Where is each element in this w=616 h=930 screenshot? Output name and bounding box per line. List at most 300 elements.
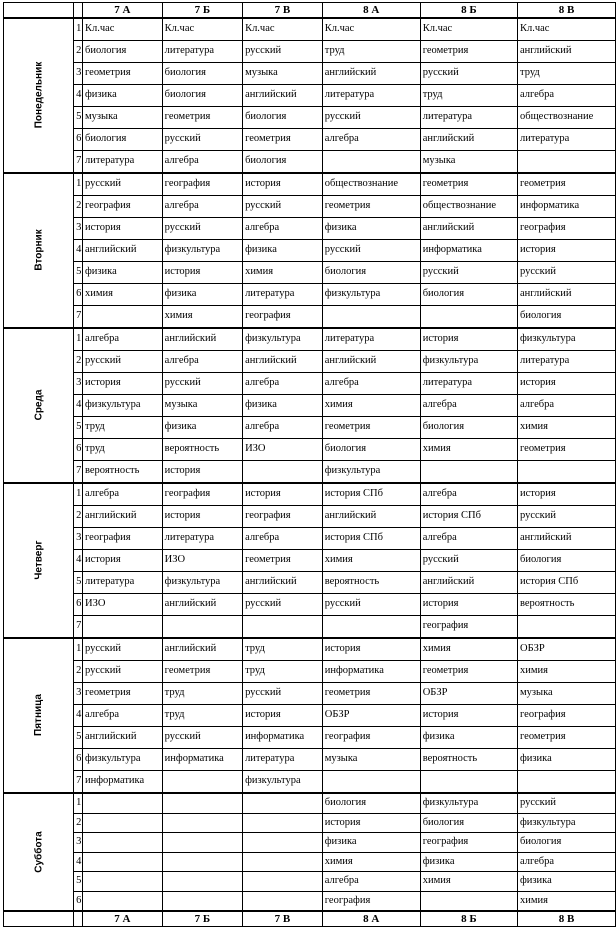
lesson-cell: физика — [162, 417, 242, 439]
lesson-cell — [82, 793, 162, 813]
lesson-cell: химия — [517, 661, 615, 683]
lesson-cell: геометрия — [243, 129, 323, 151]
lesson-cell: алгебра — [243, 528, 323, 550]
lesson-cell: ОБЗР — [322, 705, 420, 727]
lesson-cell: физкультура — [322, 284, 420, 306]
lesson-cell: география — [243, 506, 323, 528]
lesson-cell: труд — [162, 705, 242, 727]
lesson-row — [4, 749, 616, 771]
lesson-cell: обществознание — [517, 107, 615, 129]
lesson-cell: вероятность — [162, 439, 242, 461]
lesson-cell: алгебра — [517, 852, 615, 872]
lesson-number: 4 — [73, 705, 82, 727]
lesson-cell — [243, 891, 323, 911]
lesson-cell: английский — [162, 638, 242, 661]
lesson-cell: английский — [243, 85, 323, 107]
lesson-cell: литература — [243, 284, 323, 306]
lesson-cell: литература — [517, 129, 615, 151]
lesson-cell — [420, 306, 517, 329]
lesson-row — [4, 683, 616, 705]
lesson-row — [4, 328, 616, 351]
lesson-cell: история — [322, 813, 420, 833]
lesson-number: 1 — [73, 18, 82, 41]
lesson-cell: география — [322, 891, 420, 911]
lesson-cell: физкультура — [420, 793, 517, 813]
lesson-cell: литература — [82, 151, 162, 174]
lesson-cell — [162, 891, 242, 911]
lesson-cell: труд — [82, 417, 162, 439]
lesson-cell: русский — [420, 550, 517, 572]
lesson-cell: география — [162, 483, 242, 506]
day-name: Вторник — [33, 229, 45, 271]
lesson-cell: алгебра — [322, 872, 420, 892]
lesson-cell: история — [162, 506, 242, 528]
lesson-cell: алгебра — [420, 483, 517, 506]
lesson-number: 3 — [73, 528, 82, 550]
class-header: 7 А — [82, 3, 162, 19]
lesson-cell: русский — [243, 683, 323, 705]
lesson-number: 2 — [73, 506, 82, 528]
lesson-cell: химия — [420, 638, 517, 661]
lesson-cell — [322, 616, 420, 639]
lesson-cell: Кл.час — [82, 18, 162, 41]
lesson-cell: геометрия — [322, 683, 420, 705]
lesson-cell: ОБЗР — [420, 683, 517, 705]
lesson-cell: английский — [243, 572, 323, 594]
lesson-cell: история — [420, 705, 517, 727]
lesson-cell: музыка — [322, 749, 420, 771]
lesson-cell: обществознание — [420, 196, 517, 218]
lesson-row — [4, 107, 616, 129]
lesson-row — [4, 813, 616, 833]
lesson-cell: информатика — [243, 727, 323, 749]
class-header: 8 Б — [420, 3, 517, 19]
lesson-cell — [420, 891, 517, 911]
lesson-cell: алгебра — [517, 85, 615, 107]
lesson-cell: русский — [517, 506, 615, 528]
lesson-row — [4, 616, 616, 639]
lesson-cell: литература — [420, 107, 517, 129]
lesson-cell: музыка — [162, 395, 242, 417]
lesson-cell: геометрия — [517, 727, 615, 749]
lesson-cell: алгебра — [162, 151, 242, 174]
lesson-cell: физика — [322, 833, 420, 853]
lesson-number: 6 — [73, 891, 82, 911]
lesson-row — [4, 638, 616, 661]
lesson-cell — [82, 891, 162, 911]
lesson-cell: история — [517, 240, 615, 262]
lesson-cell: физика — [243, 395, 323, 417]
lesson-row — [4, 872, 616, 892]
lesson-cell: биология — [82, 129, 162, 151]
lesson-cell: труд — [420, 85, 517, 107]
lesson-cell: Кл.час — [322, 18, 420, 41]
lesson-cell: литература — [322, 328, 420, 351]
lesson-cell: география — [517, 705, 615, 727]
lesson-cell: химия — [420, 872, 517, 892]
class-header: 8 А — [322, 3, 420, 19]
lesson-number: 5 — [73, 262, 82, 284]
day-label-cell — [4, 483, 74, 638]
lesson-row — [4, 661, 616, 683]
corner-cell — [73, 911, 82, 927]
lesson-cell — [162, 813, 242, 833]
lesson-cell: физкультура — [162, 572, 242, 594]
lesson-cell: геометрия — [517, 173, 615, 196]
day-name: Среда — [33, 389, 45, 421]
lesson-cell — [517, 616, 615, 639]
lesson-cell: биология — [420, 813, 517, 833]
lesson-number: 6 — [73, 284, 82, 306]
lesson-number: 2 — [73, 196, 82, 218]
lesson-row — [4, 891, 616, 911]
lesson-cell: история — [517, 483, 615, 506]
lesson-cell — [243, 872, 323, 892]
lesson-number: 5 — [73, 417, 82, 439]
lesson-cell: география — [517, 218, 615, 240]
lesson-cell — [162, 833, 242, 853]
lesson-cell: русский — [322, 107, 420, 129]
lesson-cell: физика — [243, 240, 323, 262]
lesson-number: 4 — [73, 852, 82, 872]
schedule-page — [3, 2, 616, 927]
lesson-cell: английский — [82, 727, 162, 749]
lesson-row — [4, 18, 616, 41]
day-label-cell — [4, 793, 74, 911]
lesson-cell: физика — [322, 218, 420, 240]
lesson-number: 2 — [73, 41, 82, 63]
lesson-cell: английский — [517, 528, 615, 550]
lesson-cell — [420, 771, 517, 794]
lesson-cell: геометрия — [82, 63, 162, 85]
lesson-number: 2 — [73, 351, 82, 373]
lesson-number: 7 — [73, 461, 82, 484]
lesson-cell: физика — [162, 284, 242, 306]
lesson-cell: вероятность — [322, 572, 420, 594]
lesson-number: 6 — [73, 749, 82, 771]
lesson-cell: физкультура — [243, 328, 323, 351]
lesson-cell: биология — [517, 833, 615, 853]
lesson-number: 7 — [73, 771, 82, 794]
lesson-row — [4, 196, 616, 218]
lesson-cell: английский — [162, 594, 242, 616]
lesson-cell: история СПб — [322, 528, 420, 550]
lesson-cell: геометрия — [82, 683, 162, 705]
lesson-cell: биология — [162, 63, 242, 85]
lesson-cell: биология — [517, 306, 615, 329]
lesson-cell: литература — [517, 351, 615, 373]
lesson-cell: русский — [243, 41, 323, 63]
lesson-row — [4, 506, 616, 528]
lesson-cell: английский — [322, 63, 420, 85]
lesson-cell: геометрия — [420, 173, 517, 196]
lesson-cell — [82, 852, 162, 872]
lesson-cell: история — [243, 173, 323, 196]
lesson-cell: литература — [420, 373, 517, 395]
lesson-cell: биология — [517, 550, 615, 572]
day-label-cell — [4, 173, 74, 328]
lesson-cell: английский — [420, 129, 517, 151]
lesson-cell: химия — [517, 891, 615, 911]
lesson-cell: труд — [82, 439, 162, 461]
lesson-cell: биология — [322, 793, 420, 813]
lesson-cell: алгебра — [322, 129, 420, 151]
lesson-cell — [243, 616, 323, 639]
lesson-cell: информатика — [162, 749, 242, 771]
lesson-cell — [243, 833, 323, 853]
lesson-cell: литература — [162, 528, 242, 550]
lesson-number: 6 — [73, 439, 82, 461]
lesson-cell: география — [420, 616, 517, 639]
lesson-cell: русский — [517, 262, 615, 284]
lesson-cell — [243, 813, 323, 833]
lesson-number: 4 — [73, 395, 82, 417]
lesson-cell: география — [420, 833, 517, 853]
lesson-cell: история СПб — [420, 506, 517, 528]
lesson-number: 7 — [73, 306, 82, 329]
day-name: Четверг — [33, 540, 45, 580]
lesson-cell: музыка — [517, 683, 615, 705]
lesson-cell: география — [243, 306, 323, 329]
lesson-row — [4, 483, 616, 506]
lesson-cell — [517, 771, 615, 794]
lesson-row — [4, 284, 616, 306]
lesson-cell: химия — [322, 395, 420, 417]
lesson-cell: алгебра — [420, 395, 517, 417]
lesson-cell: история — [82, 218, 162, 240]
lesson-cell: химия — [82, 284, 162, 306]
lesson-cell: русский — [243, 594, 323, 616]
lesson-number: 5 — [73, 572, 82, 594]
lesson-row — [4, 63, 616, 85]
lesson-number: 2 — [73, 661, 82, 683]
lesson-cell: музыка — [82, 107, 162, 129]
lesson-cell: английский — [82, 506, 162, 528]
lesson-cell: алгебра — [243, 417, 323, 439]
lesson-cell: русский — [82, 661, 162, 683]
lesson-cell: русский — [162, 218, 242, 240]
lesson-cell: физика — [82, 262, 162, 284]
lesson-number: 6 — [73, 594, 82, 616]
lesson-row — [4, 151, 616, 174]
class-header: 7 В — [243, 3, 323, 19]
lesson-cell: история — [517, 373, 615, 395]
lesson-cell: русский — [420, 262, 517, 284]
lesson-number: 4 — [73, 240, 82, 262]
lesson-cell: литература — [82, 572, 162, 594]
lesson-number: 1 — [73, 328, 82, 351]
lesson-cell: алгебра — [243, 373, 323, 395]
lesson-cell: география — [162, 173, 242, 196]
lesson-cell: алгебра — [162, 351, 242, 373]
lesson-row — [4, 727, 616, 749]
class-header: 7 Б — [162, 3, 242, 19]
lesson-cell: биология — [243, 107, 323, 129]
lesson-cell: труд — [243, 638, 323, 661]
lesson-cell: физика — [420, 727, 517, 749]
header-row — [4, 3, 616, 19]
lesson-cell: алгебра — [420, 528, 517, 550]
lesson-row — [4, 218, 616, 240]
lesson-number: 1 — [73, 173, 82, 196]
lesson-cell: физика — [517, 872, 615, 892]
lesson-cell — [243, 852, 323, 872]
lesson-cell: история СПб — [322, 483, 420, 506]
lesson-cell: русский — [82, 638, 162, 661]
lesson-cell — [82, 813, 162, 833]
lesson-cell — [82, 872, 162, 892]
lesson-row — [4, 550, 616, 572]
corner-cell — [4, 911, 74, 927]
lesson-cell: русский — [322, 594, 420, 616]
day-name: Суббота — [33, 831, 45, 873]
lesson-cell: геометрия — [420, 661, 517, 683]
lesson-cell: литература — [322, 85, 420, 107]
lesson-cell: физкультура — [517, 813, 615, 833]
lesson-cell: химия — [517, 417, 615, 439]
lesson-cell — [420, 461, 517, 484]
lesson-cell: информатика — [517, 196, 615, 218]
lesson-number: 5 — [73, 872, 82, 892]
lesson-cell: физкультура — [82, 395, 162, 417]
lesson-row — [4, 793, 616, 813]
lesson-cell: химия — [243, 262, 323, 284]
lesson-cell: география — [322, 727, 420, 749]
lesson-cell: история — [420, 328, 517, 351]
lesson-cell: Кл.час — [420, 18, 517, 41]
lesson-cell — [82, 833, 162, 853]
lesson-cell: география — [82, 196, 162, 218]
lesson-cell: физкультура — [517, 328, 615, 351]
lesson-cell — [243, 461, 323, 484]
lesson-cell: литература — [162, 41, 242, 63]
lesson-cell: литература — [243, 749, 323, 771]
lesson-cell: физкультура — [322, 461, 420, 484]
lesson-cell: физика — [82, 85, 162, 107]
lesson-cell: геометрия — [162, 661, 242, 683]
lesson-cell: английский — [322, 351, 420, 373]
lesson-cell: физкультура — [243, 771, 323, 794]
lesson-cell — [162, 771, 242, 794]
lesson-cell: история — [420, 594, 517, 616]
lesson-row — [4, 373, 616, 395]
lesson-cell: география — [82, 528, 162, 550]
lesson-row — [4, 395, 616, 417]
class-footer: 7 А — [82, 911, 162, 927]
lesson-cell: физика — [517, 749, 615, 771]
lesson-cell: алгебра — [82, 705, 162, 727]
class-footer: 8 В — [517, 911, 615, 927]
class-footer: 7 В — [243, 911, 323, 927]
lesson-row — [4, 572, 616, 594]
lesson-cell: информатика — [82, 771, 162, 794]
lesson-cell: история — [162, 461, 242, 484]
lesson-cell — [322, 151, 420, 174]
lesson-cell: биология — [420, 284, 517, 306]
lesson-cell: физкультура — [162, 240, 242, 262]
lesson-cell — [322, 771, 420, 794]
lesson-row — [4, 85, 616, 107]
lesson-number: 3 — [73, 218, 82, 240]
lesson-number: 2 — [73, 813, 82, 833]
lesson-number: 5 — [73, 727, 82, 749]
lesson-number: 1 — [73, 483, 82, 506]
lesson-cell: история — [162, 262, 242, 284]
lesson-number: 1 — [73, 793, 82, 813]
lesson-cell: история — [82, 373, 162, 395]
lesson-number: 1 — [73, 638, 82, 661]
lesson-cell: английский — [162, 328, 242, 351]
lesson-cell: алгебра — [243, 218, 323, 240]
day-name: Понедельник — [33, 62, 45, 129]
lesson-number: 3 — [73, 373, 82, 395]
lesson-cell: ИЗО — [162, 550, 242, 572]
lesson-cell: русский — [420, 63, 517, 85]
lesson-cell: ОБЗР — [517, 638, 615, 661]
lesson-cell: русский — [517, 793, 615, 813]
lesson-cell: геометрия — [322, 196, 420, 218]
lesson-cell: труд — [243, 661, 323, 683]
lesson-row — [4, 439, 616, 461]
lesson-cell: история — [322, 638, 420, 661]
corner-cell — [4, 3, 74, 19]
day-label-cell — [4, 18, 74, 173]
lesson-row — [4, 833, 616, 853]
lesson-number: 3 — [73, 833, 82, 853]
lesson-cell: химия — [322, 852, 420, 872]
lesson-cell: музыка — [420, 151, 517, 174]
lesson-cell: геометрия — [517, 439, 615, 461]
lesson-number: 4 — [73, 550, 82, 572]
lesson-cell: ИЗО — [82, 594, 162, 616]
lesson-cell: Кл.час — [517, 18, 615, 41]
lesson-cell: информатика — [322, 661, 420, 683]
class-footer: 7 Б — [162, 911, 242, 927]
lesson-cell: история СПб — [517, 572, 615, 594]
day-name: Пятница — [33, 694, 45, 737]
lesson-cell: труд — [162, 683, 242, 705]
lesson-cell: труд — [517, 63, 615, 85]
lesson-cell: обществознание — [322, 173, 420, 196]
lesson-cell: русский — [322, 240, 420, 262]
lesson-cell: химия — [322, 550, 420, 572]
class-footer: 8 Б — [420, 911, 517, 927]
lesson-cell: Кл.час — [162, 18, 242, 41]
lesson-cell: биология — [420, 417, 517, 439]
lesson-row — [4, 41, 616, 63]
lesson-cell: вероятность — [420, 749, 517, 771]
lesson-number: 7 — [73, 151, 82, 174]
lesson-cell: биология — [243, 151, 323, 174]
day-label-cell — [4, 328, 74, 483]
lesson-row — [4, 852, 616, 872]
lesson-cell: информатика — [420, 240, 517, 262]
class-footer: 8 А — [322, 911, 420, 927]
lesson-number: 5 — [73, 107, 82, 129]
lesson-cell: химия — [162, 306, 242, 329]
lesson-cell: физика — [420, 852, 517, 872]
lesson-cell: геометрия — [322, 417, 420, 439]
lesson-cell — [243, 793, 323, 813]
lesson-cell: вероятность — [82, 461, 162, 484]
lesson-cell — [517, 461, 615, 484]
lesson-cell: геометрия — [420, 41, 517, 63]
lesson-cell: английский — [322, 506, 420, 528]
lesson-cell: биология — [322, 262, 420, 284]
lesson-cell: геометрия — [162, 107, 242, 129]
lesson-cell: труд — [322, 41, 420, 63]
lesson-cell: музыка — [243, 63, 323, 85]
